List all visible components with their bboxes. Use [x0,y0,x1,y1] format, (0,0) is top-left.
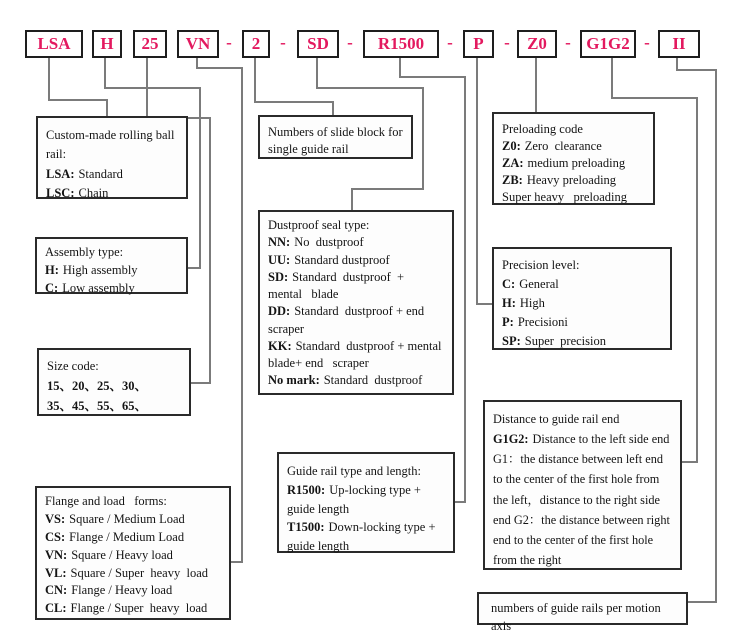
info-line: No mark: Standard dustproof [268,373,423,388]
connector-r1500 [399,76,466,78]
connector-ii [688,601,717,603]
connector-z0 [535,58,537,112]
box-title: Distance to guide rail end G1G2: Distance to the left side end G1：the distance between left end to the center of the first hole from the left，distance to the right side end G2：the distance between right end to the center of the first hole from the right [493,412,673,568]
code-dash: - [565,33,571,52]
code-box-p: P [463,30,494,58]
box-title: Guide rail type and length: [287,464,421,478]
connector-r1500 [464,76,466,503]
info-line: VN: Square / Heavy load [45,547,173,562]
info-box-rails-per-axis [477,592,688,633]
code-box-vn: VN [177,30,219,58]
info-line: CL: Flange / Super heavy load [45,601,208,616]
connector-h [199,87,201,268]
info-line: numbers of guide rails per motion axis [491,601,664,633]
box-title: Custom-made rolling ball rail: [46,128,178,162]
info-line: 15、20、25、30、 [47,378,148,393]
info-box-size-code [37,348,191,416]
box-title: Assembly type: [45,245,124,259]
info-box-dustproof [258,210,454,395]
info-line: Numbers of slide block for single guide rail [268,125,406,157]
info-line: SP: Super precision [502,334,606,348]
code-dash: - [226,33,232,52]
code-dash: - [280,33,286,52]
info-box-distance-g1g2 [483,400,682,570]
connector-p [476,303,492,305]
info-box-preloading [492,112,655,205]
info-line: VS: Square / Medium Load [45,511,185,526]
connector-2 [332,101,334,115]
connector-h [104,87,201,89]
connector-2 [254,101,334,103]
code-box-lsa: LSA [25,30,83,58]
box-title: Precision level: [502,258,580,272]
info-line: SD: Standard dustproof + mental blade [268,269,411,301]
connector-p [476,58,478,305]
info-line: C: Low assembly [45,280,135,295]
connector-r1500 [399,58,401,78]
info-line: P: Precisioni [502,315,568,329]
code-box-sd: SD [297,30,339,58]
connector-sd [316,87,424,89]
code-box-h: H [92,30,122,58]
connector-sd [422,87,424,190]
connector-2 [254,58,256,103]
info-line: UU: Standard dustproof [268,252,390,267]
info-line: H: High assembly [45,262,138,277]
connector-sd [316,58,318,89]
info-line: C: General [502,277,559,291]
info-line: VL: Square / Super heavy load [45,565,208,580]
info-line: ZA: medium preloading [502,156,626,170]
info-line: NN: No dustproof [268,235,364,250]
connector-h [188,267,201,269]
info-line: LSC: Chain [46,186,109,201]
info-box-precision [492,247,672,350]
connector-lsa [106,99,108,116]
connector-vn [196,67,243,69]
connector-25 [209,117,211,383]
info-line: LSA: Standard [46,166,123,181]
code-box-2: 2 [242,30,270,58]
info-line: H: High [502,296,545,310]
info-line: T1500: Down-locking type + guide length [287,520,439,553]
box-title: Preloading code [502,122,583,136]
code-box-ii: II [658,30,700,58]
info-line: DD: Standard dustproof + end scraper [268,304,428,336]
connector-ii [715,69,717,603]
code-dash: - [447,33,453,52]
connector-g1g2 [611,58,613,99]
code-box-r1500: R1500 [363,30,439,58]
info-box-flange-load [35,486,231,620]
code-box-z0: Z0 [517,30,557,58]
info-line: ZB: Heavy preloading [502,173,617,187]
info-box-guide-rail [277,452,455,553]
info-line: CS: Flange / Medium Load [45,529,185,544]
code-box-25: 25 [133,30,167,58]
connector-lsa [48,58,50,100]
info-line: R1500: Up-locking type + guide length [287,482,425,516]
info-box-custom-rail [36,116,188,199]
info-box-assembly [35,237,188,294]
connector-sd [351,188,424,190]
connector-g1g2 [696,97,698,463]
connector-sd [351,188,353,210]
info-line: KK: Standard dustproof + mental blade+ end scraper [268,338,445,370]
connector-ii [676,69,717,71]
connector-lsa [48,99,108,101]
connector-vn [231,561,243,563]
connector-vn [241,67,243,563]
info-line: Z0: Zero clearance [502,139,602,153]
connector-25 [191,382,211,384]
code-dash: - [644,33,650,52]
code-dash: - [504,33,510,52]
info-line: 35、45、55、65、 [47,398,148,413]
info-box-slide-blocks [258,115,413,159]
code-box-g1g2: G1G2 [580,30,636,58]
connector-25 [146,58,148,118]
box-title: Dustproof seal type: [268,218,370,232]
code-dash: - [347,33,353,52]
connector-g1g2 [682,461,698,463]
connector-g1g2 [611,97,698,99]
info-line: CN: Flange / Heavy load [45,583,173,598]
info-line: Super heavy preloading [502,190,627,204]
box-title: Flange and load forms: [45,494,167,508]
box-title: Size code: [47,359,99,373]
connector-h [104,58,106,88]
